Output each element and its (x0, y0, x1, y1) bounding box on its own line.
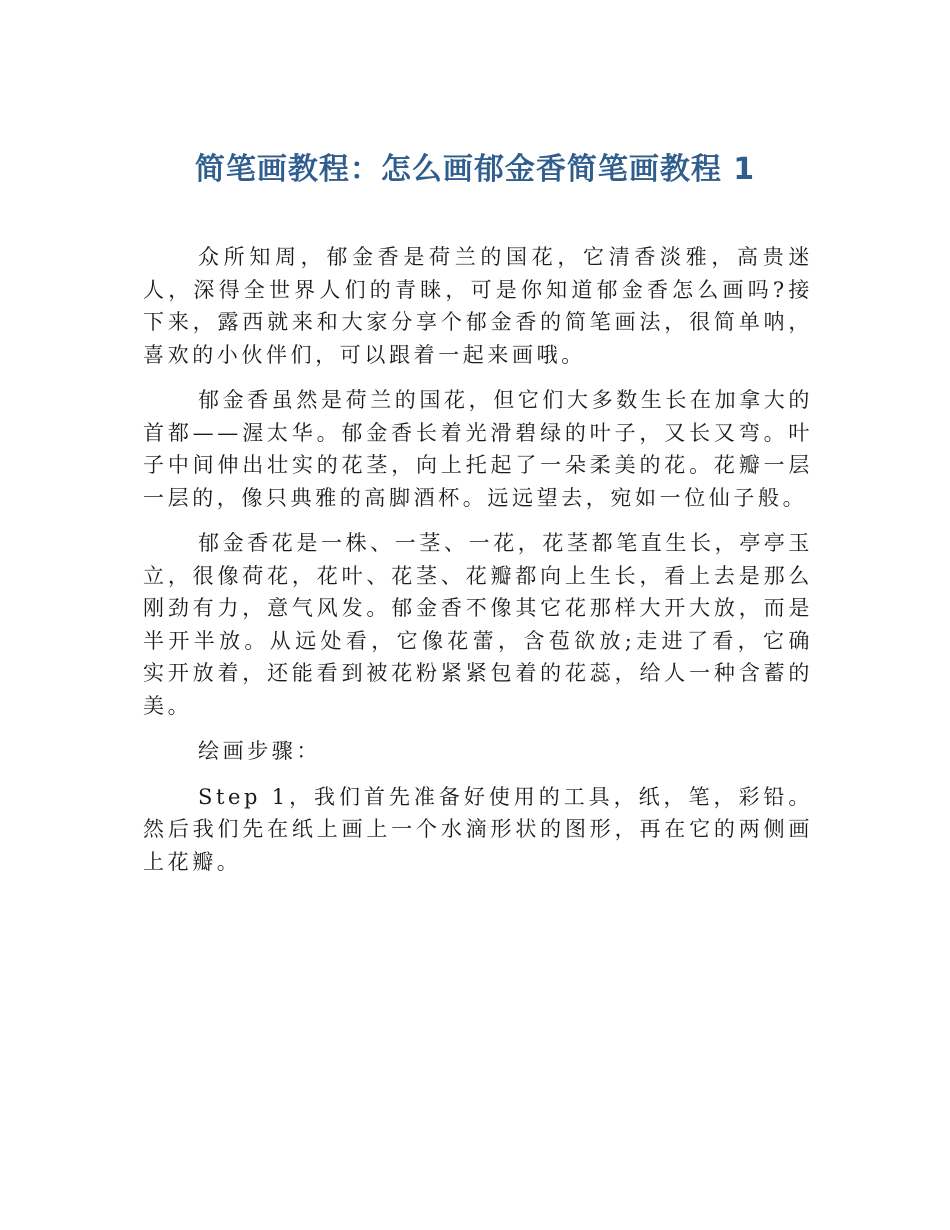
paragraph-step-1: Step 1，我们首先准备好使用的工具，纸，笔，彩铅。然后我们先在纸上画上一个水滴形状的图形，再在它的两侧画上花瓣。 (143, 784, 813, 874)
paragraph-steps-heading: 绘画步骤： (198, 739, 321, 763)
document-body (143, 241, 813, 891)
document-title: 简笔画教程：怎么画郁金香简笔画教程 1 (194, 152, 756, 187)
paragraph-description: 郁金香虽然是荷兰的国花，但它们大多数生长在加拿大的首都——渥太华。郁金香长着光滑碧绿的叶子，又长又弯。叶子中间伸出壮实的花茎，向上托起了一朵柔美的花。花瓣一层一层的，像只典雅的高脚酒杯。远远望去，宛如一位仙子般。 (143, 388, 813, 510)
paragraph-features: 郁金香花是一株、一茎、一花，花茎都笔直生长，亭亭玉立，很像荷花，花叶、花茎、花瓣都向上生长，看上去是那么刚劲有力，意气风发。郁金香不像其它花那样大开大放，而是半开半放。从远处看，它像花蕾，含苞欲放;走进了看，它确实开放着，还能看到被花粉紧紧包着的花蕊，给人一种含蓄的美。 (143, 531, 813, 718)
paragraph-intro: 众所知周，郁金香是荷兰的国花，它清香淡雅，高贵迷人，深得全世界人们的青睐，可是你知道郁金香怎么画吗?接下来，露西就来和大家分享个郁金香的简笔画法，很简单呐，喜欢的小伙伴们，可以跟着一起来画哦。 (143, 245, 813, 367)
